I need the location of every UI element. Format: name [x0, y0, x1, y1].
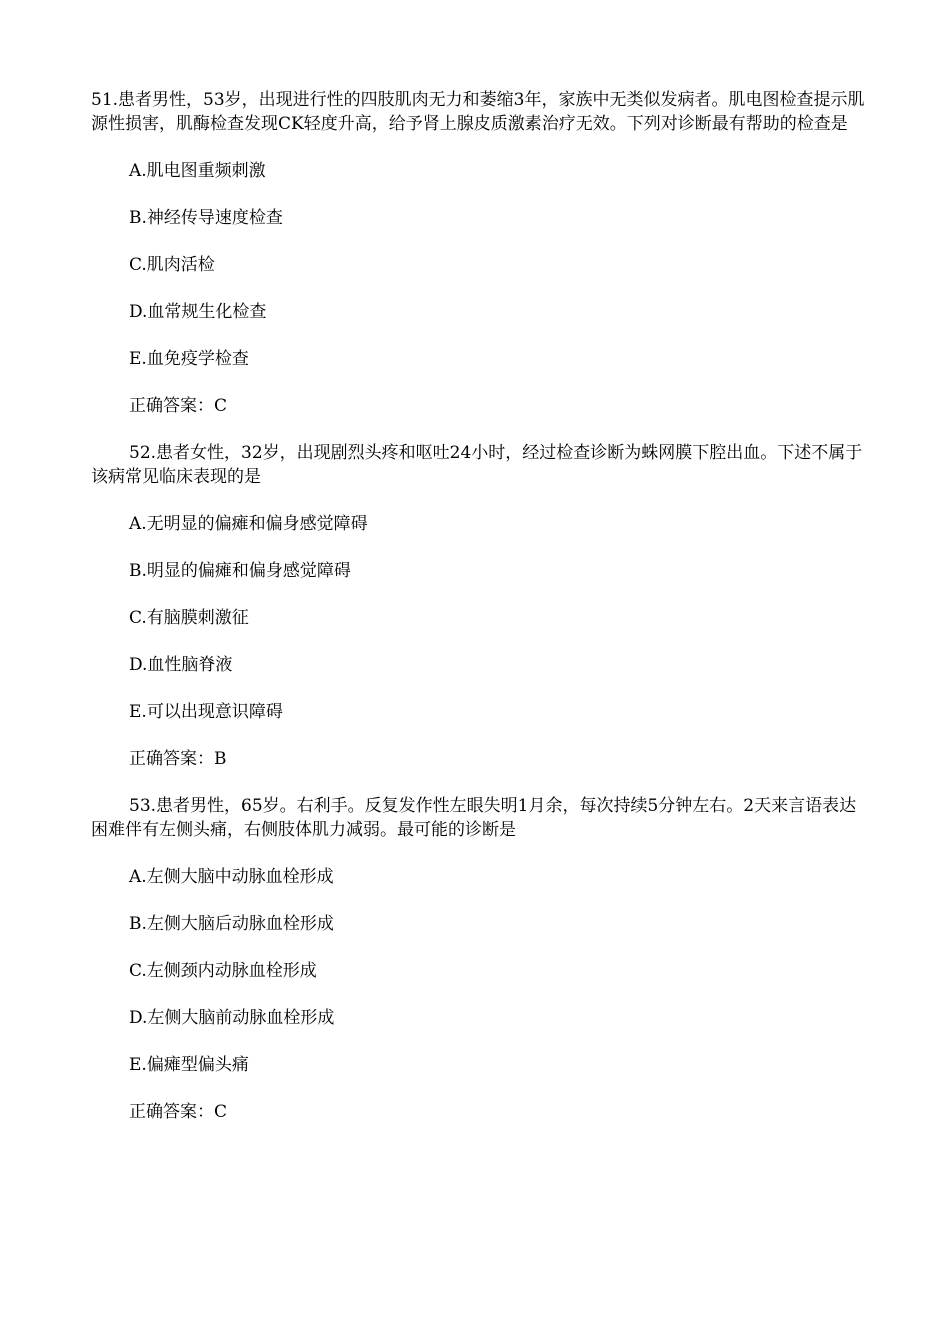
option-b: B.左侧大脑后动脉血栓形成 [129, 914, 334, 934]
question-stem: 51.患者男性，53岁，出现进行性的四肢肌肉无力和萎缩3年，家族中无类似发病者。肌电图检查提示肌源性损害，肌酶检查发现CK轻度升高，给予肾上腺皮质激素治疗无效。下列对诊断最有帮助的检查是 [91, 90, 865, 134]
option-e: E.血免疫学检查 [129, 349, 249, 369]
question-51 [91, 88, 870, 418]
question-53 [91, 794, 870, 1124]
option-c: C.有脑膜刺激征 [129, 608, 249, 628]
correct-answer: 正确答案：B [129, 749, 227, 769]
option-d: D.血性脑脊液 [129, 655, 233, 675]
option-c: C.肌肉活检 [129, 255, 215, 275]
correct-answer: 正确答案：C [129, 1102, 228, 1122]
option-a: A.无明显的偏瘫和偏身感觉障碍 [129, 514, 368, 534]
option-d: D.左侧大脑前动脉血栓形成 [129, 1008, 335, 1028]
option-c: C.左侧颈内动脉血栓形成 [129, 961, 317, 981]
option-b: B.神经传导速度检查 [129, 208, 283, 228]
option-e: E.可以出现意识障碍 [129, 702, 283, 722]
option-d: D.血常规生化检查 [129, 302, 267, 322]
correct-answer: 正确答案：C [129, 396, 228, 416]
option-a: A.左侧大脑中动脉血栓形成 [129, 867, 334, 887]
option-b: B.明显的偏瘫和偏身感觉障碍 [129, 561, 351, 581]
question-stem: 53.患者男性，65岁。右利手。反复发作性左眼失明1月余，每次持续5分钟左右。2天来言语表达困难伴有左侧头痛，右侧肢体肌力减弱。最可能的诊断是 [91, 796, 857, 840]
question-stem: 52.患者女性，32岁，出现剧烈头疼和呕吐24小时，经过检查诊断为蛛网膜下腔出血。下述不属于该病常见临床表现的是 [91, 443, 863, 487]
question-52 [91, 441, 870, 771]
option-e: E.偏瘫型偏头痛 [129, 1055, 249, 1075]
option-a: A.肌电图重频刺激 [129, 161, 266, 181]
